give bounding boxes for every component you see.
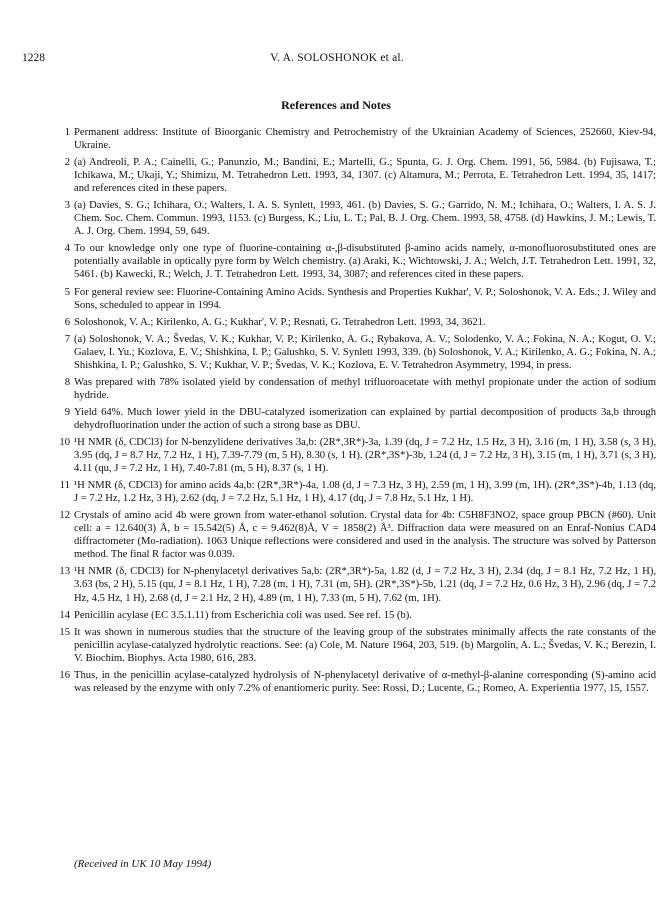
reference-number: 16 <box>59 669 70 681</box>
reference-item <box>60 286 656 312</box>
reference-item <box>60 479 656 505</box>
reference-item <box>60 126 656 152</box>
reference-text: (a) Soloshonok, V. A.; Švedas, V. K.; Kukhar, V. P.; Kirilenko, A. G.; Rybakova, A. V.; Solodenko, V. A.; Fokina, N. A.; Kogut, O. V.; Galaev, I. Yu.; Kozlova, E. V.; Shishkina, I. P.; Galushko, S. V. Synlett 1993, 339. (b) Soloshonok, V. A.; Kirilenko, A. G.; Fokina, N. A.; Shishkina, I. P.; Galushko, S. V.; Kukhar, V. P.; Švedas, V. K.; Kozlova, E. V. Tetrahedron Asymmetry, 1994, in press. <box>74 333 656 371</box>
reference-number: 12 <box>59 510 70 522</box>
reference-number: 13 <box>59 566 70 578</box>
page-header <box>22 52 652 68</box>
reference-item <box>60 242 656 281</box>
reference-item <box>60 609 656 622</box>
reference-text: (a) Andreoli, P. A.; Cainelli, G.; Panunzio, M.; Bandini, E.; Martelli, G.; Spunta, G. J. Org. Chem. 1991, 56, 5984. (b) Fujisawa, T.; Ichikawa, M.; Ukaji, Y.; Shimizu, M. Tetrahedron Lett. 1993, 34, 1307. (c) Altamura, M.; Perrota, E. Tetrahedron Lett. 1994, 35, 1417; and references cited in these papers. <box>74 157 656 195</box>
reference-text: It was shown in numerous studies that the structure of the leaving group of the substrates minimally affects the rate constants of the penicillin acylase-catalyzed hydrolytic reactions. See: (a) Cole, M. Nature 1964, 203, 519. (b) Margolin, A. L.; Švedas, V. K.; Berezin, I. V. Biochim. Biophys. Acta 1980, 616, 283. <box>74 626 656 664</box>
reference-text: Crystals of amino acid 4b were grown from water-ethanol solution. Crystal data for 4b: C5H8F3NO2, space group PBCN (#60). Unit cell: a = 12.640(3) Å, b = 15.542(5) Å, c = 9.462(8)Å, V = 1858(2) Å³. Diffraction data were measured on an Enraf-Nonius CAD4 diffractometer (Mo-radiation). 1063 Unique reflections were considered and used in the analysis. The structure was solved by Patterson method. The final R factor was 0.039. <box>74 510 656 561</box>
reference-item <box>60 509 656 561</box>
reference-item <box>60 565 656 604</box>
reference-number: 5 <box>64 286 70 298</box>
reference-text: Was prepared with 78% isolated yield by condensation of methyl trifluoroacetate with methyl propionate under the action of sodium hydride. <box>74 376 656 401</box>
references-list <box>60 126 656 699</box>
reference-text: For general review see: Fluorine-Containing Amino Acids. Synthesis and Properties Kukhar', V. P.; Soloshonok, V. A. Eds.; J. Wiley and Sons, scheduled to appear in 1994. <box>74 286 656 311</box>
reference-item <box>60 333 656 372</box>
reference-item <box>60 406 656 432</box>
reference-item <box>60 626 656 665</box>
reference-number: 10 <box>59 436 70 448</box>
reference-text: ¹H NMR (δ, CDCl3) for N-phenylacetyl derivatives 5a,b: (2R*,3R*)-5a, 1.82 (d, J = 7.2 Hz, 3 H), 2.34 (dq, J = 8.1 Hz, 7.2 Hz, 1 H), 3.63 (bs, 2 H), 5.15 (qu, J = 8.1 Hz, 1 H), 7.28 (m, 1 H), 7.31 (m, 5H). (2R*,3S*)-5b, 1.21 (dq, J = 7.2 Hz, 0.6 Hz, 3 H), 2.96 (dq, J = 7.2 Hz, 4.5 Hz, 1 H), 2.68 (d, J = 2.1 Hz, 2 H), 4.89 (m, 1 H), 7.33 (m, 5 H), 7.62 (m, 1H). <box>74 566 656 604</box>
reference-item <box>60 376 656 402</box>
reference-text: Thus, in the penicillin acylase-catalyzed hydrolysis of N-phenylacetyl derivative of α-methyl-β-alanine corresponding (S)-amino acid was released by the enzyme with only 7.2% of enantiomeric purity. See: Rossi, D.; Lucente, G.; Romeo, A. Experientia 1977, 15, 1557. <box>74 669 656 694</box>
reference-text: Soloshonok, V. A.; Kirilenko, A. G.; Kukhar', V. P.; Resnati, G. Tetrahedron Lett. 1993, 34, 3621. <box>74 316 486 328</box>
reference-item <box>60 316 656 329</box>
reference-number: 15 <box>59 626 70 638</box>
reference-text: Permanent address: Institute of Bioorganic Chemistry and Petrochemistry of the Ukrainian Academy of Sciences, 252660, Kiev-94, Ukraine. <box>74 127 656 152</box>
reference-text: ¹H NMR (δ, CDCl3) for N-benzylidene derivatives 3a,b: (2R*,3R*)-3a, 1.39 (dq, J = 7.2 Hz, 1.5 Hz, 3 H), 3.16 (m, 1 H), 3.58 (s, 3 H), 3.95 (dq, J = 8.7 Hz, 7.2 Hz, 1 H), 7.39-7.79 (m, 5 H), 8.30 (s, 1 H). (2R*,3S*)-3b, 1.24 (d, J = 7.2 Hz, 3 H), 3.15 (m, 1 H), 3.71 (s, 3 H), 4.11 (qu, J = 7.2 Hz, 1 H), 7.40-7.81 (m, 5 H), 8.37 (s, 1 H). <box>74 436 656 475</box>
reference-number: 1 <box>64 127 70 138</box>
reference-text: To our knowledge only one type of fluorine-containing α-,β-disubstituted β-amino acids namely, α-monofluorosubstituted ones are potentially available in optically pyre form by Welch chemistry. (a) Araki, K.; Wichtowski, J. A.; Welch, J.T. Tetrahedron Lett. 1991, 32, 5461. (b) Kawecki, R.; Welch, J. T. Tetrahedron Lett. 1993, 34, 3087; and references cited in these papers. <box>74 243 656 281</box>
reference-text: Yield 64%. Much lower yield in the DBU-catalyzed isomerization can explained by partial decomposition of products 3a,b through dehydrofluorination under the action of such a strong base as DBU. <box>74 406 656 431</box>
reference-number: 6 <box>64 316 70 328</box>
page-number: 1228 <box>22 52 45 64</box>
reference-text: ¹H NMR (δ, CDCl3) for amino acids 4a,b: (2R*,3R*)-4a, 1.08 (d, J = 7.3 Hz, 3 H), 2.59 (m, 1 H), 3.99 (m, 1H). (2R*,3S*)-4b, 1.13 (dq, J = 7.2 Hz, 1.2 Hz, 3 H), 2.62 (dq, J = 7.2 Hz, 5.1 Hz, 1 H), 4.17 (dq, J = 7.8 Hz, 5.1 Hz, 1 H). <box>74 480 656 505</box>
reference-number: 14 <box>59 609 70 621</box>
reference-number: 11 <box>59 480 70 492</box>
reference-number: 7 <box>64 333 70 345</box>
reference-number: 9 <box>64 406 70 418</box>
received-note: (Received in UK 10 May 1994) <box>74 858 212 870</box>
running-title: V. A. SOLOSHONOK et al. <box>270 52 404 64</box>
reference-text: (a) Davies, S. G.; Ichihara, O.; Walters, I. A. S. Synlett, 1993, 461. (b) Davies, S. G.; Garrido, N. M.; Ichihara, O.; Walters, I. A. S. J. Chem. Soc. Chem. Commun. 1993, 1153. (c) Burgess, K.; Liu, L. T.; Pal, B. J. Org. Chem. 1993, 58, 4758. (d) Hawkins, J. M.; Lewis, T. A. J. Org. Chem. 1994, 59, 649. <box>74 200 656 238</box>
reference-item <box>60 199 656 238</box>
reference-number: 8 <box>64 376 70 388</box>
reference-number: 3 <box>64 200 70 212</box>
reference-item <box>60 436 656 475</box>
reference-text: Penicillin acylase (EC 3.5.1.11) from Escherichia coli was used. See ref. 15 (b). <box>74 609 412 621</box>
section-title: References and Notes <box>281 98 391 112</box>
reference-item <box>60 669 656 695</box>
reference-number: 4 <box>64 243 70 255</box>
reference-number: 2 <box>64 157 70 169</box>
reference-item <box>60 156 656 195</box>
